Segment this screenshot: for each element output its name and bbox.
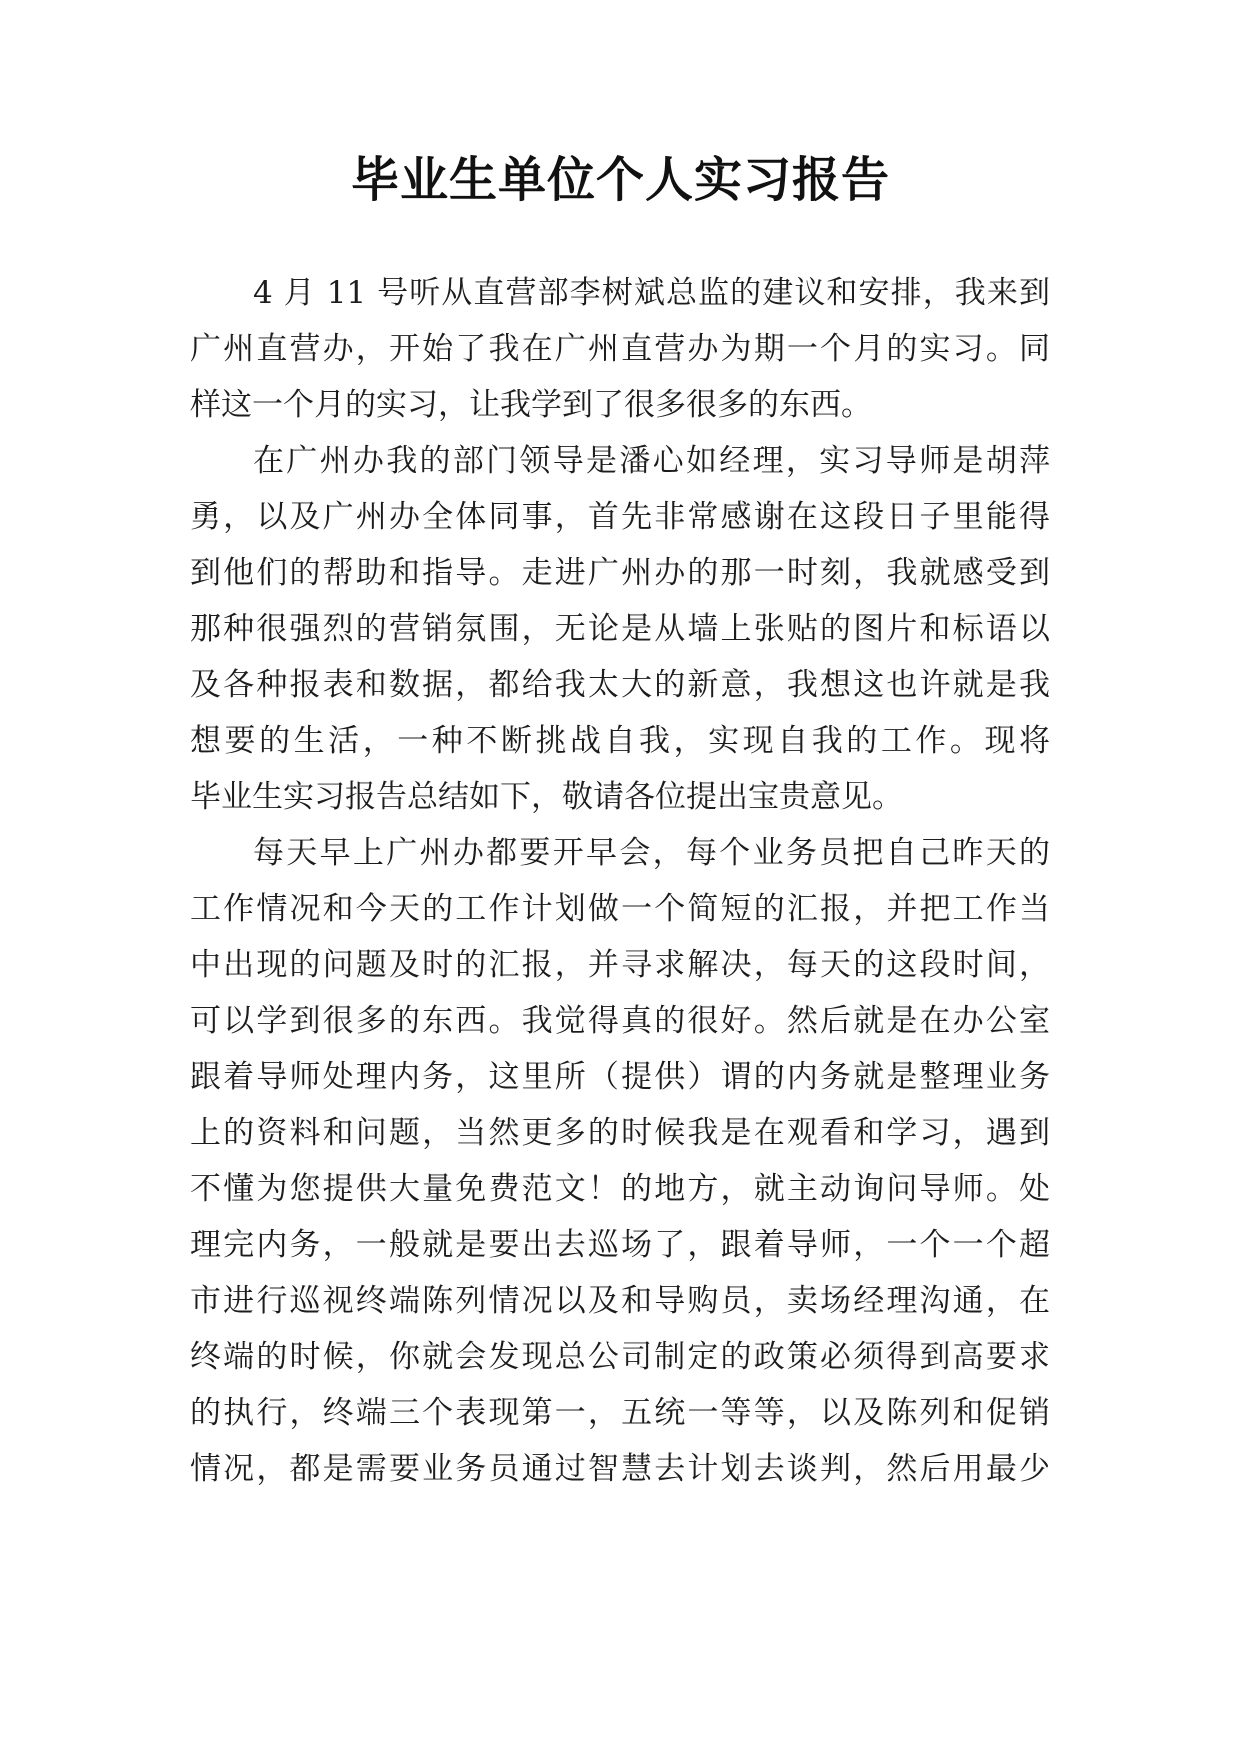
paragraph-2-line-7: 毕业生实习报告总结如下，敬请各位提出宝贵意见。	[190, 779, 903, 815]
paragraph-1-line-1: 4 月 11 号听从直营部李树斌总监的建议和安排，我来到	[253, 275, 1050, 311]
paragraph-3-line-1: 每天早上广州办都要开早会，每个业务员把自己昨天的	[253, 835, 1050, 871]
paragraph-1-line-3: 样这一个月的实习，让我学到了很多很多的东西。	[190, 387, 872, 423]
paragraph-1-line-2: 广州直营办，开始了我在广州直营办为期一个月的实习。同	[190, 331, 1050, 367]
paragraph-3-line-4: 可以学到很多的东西。我觉得真的很好。然后就是在办公室	[190, 1003, 1050, 1039]
paragraph-2-line-1: 在广州办我的部门领导是潘心如经理，实习导师是胡萍	[253, 443, 1050, 479]
paragraph-3-line-10: 终端的时候，你就会发现总公司制定的政策必须得到高要求	[190, 1339, 1050, 1375]
paragraph-3-line-12: 情况，都是需要业务员通过智慧去计划去谈判，然后用最少	[190, 1451, 1050, 1487]
paragraph-3-line-8: 理完内务，一般就是要出去巡场了，跟着导师，一个一个超	[190, 1227, 1050, 1263]
paragraph-3-line-2: 工作情况和今天的工作计划做一个简短的汇报，并把工作当	[190, 891, 1050, 927]
document-title: 毕业生单位个人实习报告	[350, 152, 890, 208]
paragraph-2-line-5: 及各种报表和数据，都给我太大的新意，我想这也许就是我	[190, 667, 1050, 703]
paragraph-3-line-3: 中出现的问题及时的汇报，并寻求解决，每天的这段时间，	[190, 947, 1050, 983]
paragraph-3-line-11: 的执行，终端三个表现第一，五统一等等，以及陈列和促销	[190, 1395, 1050, 1431]
paragraph-2-line-2: 勇，以及广州办全体同事，首先非常感谢在这段日子里能得	[190, 499, 1050, 535]
paragraph-3-line-9: 市进行巡视终端陈列情况以及和导购员，卖场经理沟通，在	[190, 1283, 1050, 1319]
paragraph-2-line-4: 那种很强烈的营销氛围，无论是从墙上张贴的图片和标语以	[190, 611, 1050, 647]
paragraph-3-line-5: 跟着导师处理内务，这里所（提供）谓的内务就是整理业务	[190, 1059, 1050, 1095]
paragraph-2-line-3: 到他们的帮助和指导。走进广州办的那一时刻，我就感受到	[190, 555, 1050, 591]
paragraph-2-line-6: 想要的生活，一种不断挑战自我，实现自我的工作。现将	[190, 723, 1050, 759]
paragraph-3-line-7: 不懂为您提供大量免费范文！的地方，就主动询问导师。处	[190, 1171, 1050, 1207]
paragraph-3-line-6: 上的资料和问题，当然更多的时候我是在观看和学习，遇到	[190, 1115, 1050, 1151]
